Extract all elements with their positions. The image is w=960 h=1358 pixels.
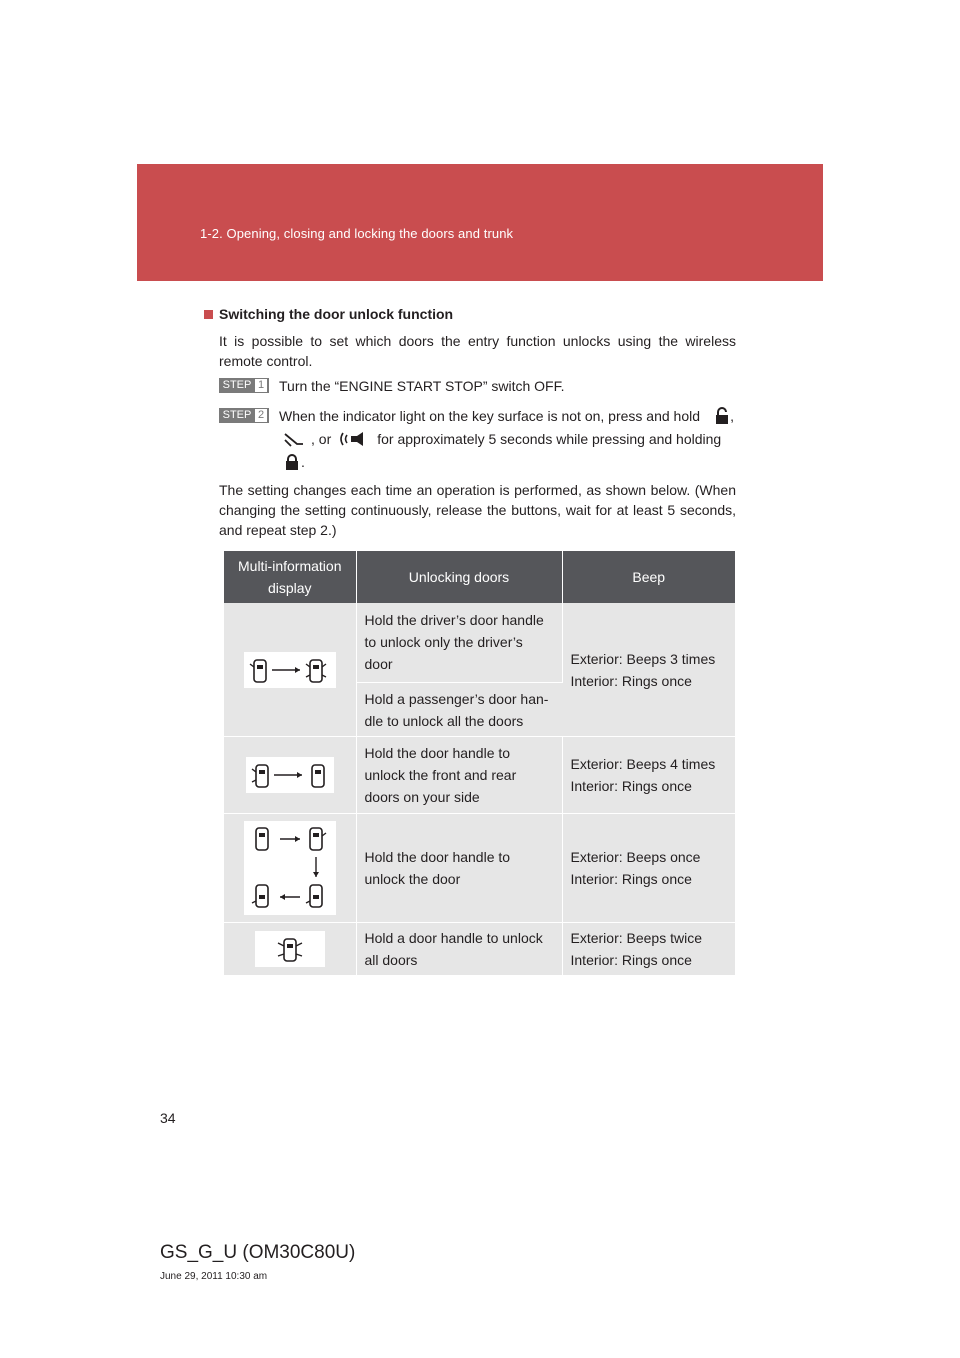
intro-paragraph: It is possible to set which doors the entry function unlocks using the wireless remote control. (219, 333, 736, 369)
document-date: June 29, 2011 10:30 am (160, 1271, 268, 1282)
note-paragraph: The setting changes each time an operation is performed, as shown below. (When changing the setting continuously, release the buttons, wait for at least 5 seconds, and repeat step 2.) (219, 482, 736, 538)
section-title: 1-2. Opening, closing and locking the doors and trunk (200, 226, 514, 241)
panic-icon (339, 430, 369, 448)
page-number: 34 (160, 1110, 176, 1126)
beep-cell: Exterior: Beeps once Interior: Rings once (562, 814, 735, 923)
lock-icon (285, 454, 299, 470)
unlock-icon (714, 407, 730, 425)
header-display: Multi-information display (224, 551, 356, 603)
step-text: When the indicator light on the key surface is not on, press and hold , , or for approximately 5 seconds while pressing and holding . (279, 408, 734, 470)
unlock-cell: Hold a passenger’s door han-dle to unlock all the doors (356, 683, 562, 737)
side-doors-display-icon (246, 757, 334, 793)
subsection-heading (204, 304, 453, 324)
beep-cell: Exterior: Beeps 4 times Interior: Rings once (562, 737, 735, 814)
display-cell (224, 737, 356, 814)
square-bullet-icon (204, 310, 213, 319)
step-text: Turn the “ENGINE START STOP” switch OFF. (279, 378, 565, 394)
all-doors-display-icon (255, 931, 325, 967)
trunk-icon (283, 430, 305, 448)
unlock-cell: Hold a door handle to unlock all doors (356, 923, 562, 976)
header-beep: Beep (562, 551, 735, 603)
header-unlocking: Unlocking doors (356, 551, 562, 603)
unlock-cell: Hold the door handle to unlock the door (356, 814, 562, 923)
beep-cell: Exterior: Beeps 3 times Interior: Rings once (562, 603, 735, 737)
settings-table (224, 551, 735, 976)
step-badge: STEP 1 (219, 378, 269, 393)
unlock-cell: Hold the driver’s door handle to unlock only the driver’s door (356, 603, 562, 683)
display-cell (224, 923, 356, 976)
table-row (224, 814, 735, 923)
subsection-title: Switching the door unlock function (219, 306, 454, 322)
table-row (224, 923, 735, 976)
driver-door-display-icon (244, 652, 336, 688)
display-cell (224, 603, 356, 737)
table-row (224, 603, 735, 683)
header-band (137, 164, 823, 281)
step-badge: STEP 2 (219, 408, 269, 423)
beep-cell: Exterior: Beeps twice Interior: Rings once (562, 923, 735, 976)
table-row (224, 737, 735, 814)
unlock-cell: Hold the door handle to unlock the front and rear doors on your side (356, 737, 562, 814)
display-cell (224, 814, 356, 923)
single-door-display-icon (244, 821, 336, 915)
document-code: GS_G_U (OM30C80U) (160, 1242, 356, 1263)
